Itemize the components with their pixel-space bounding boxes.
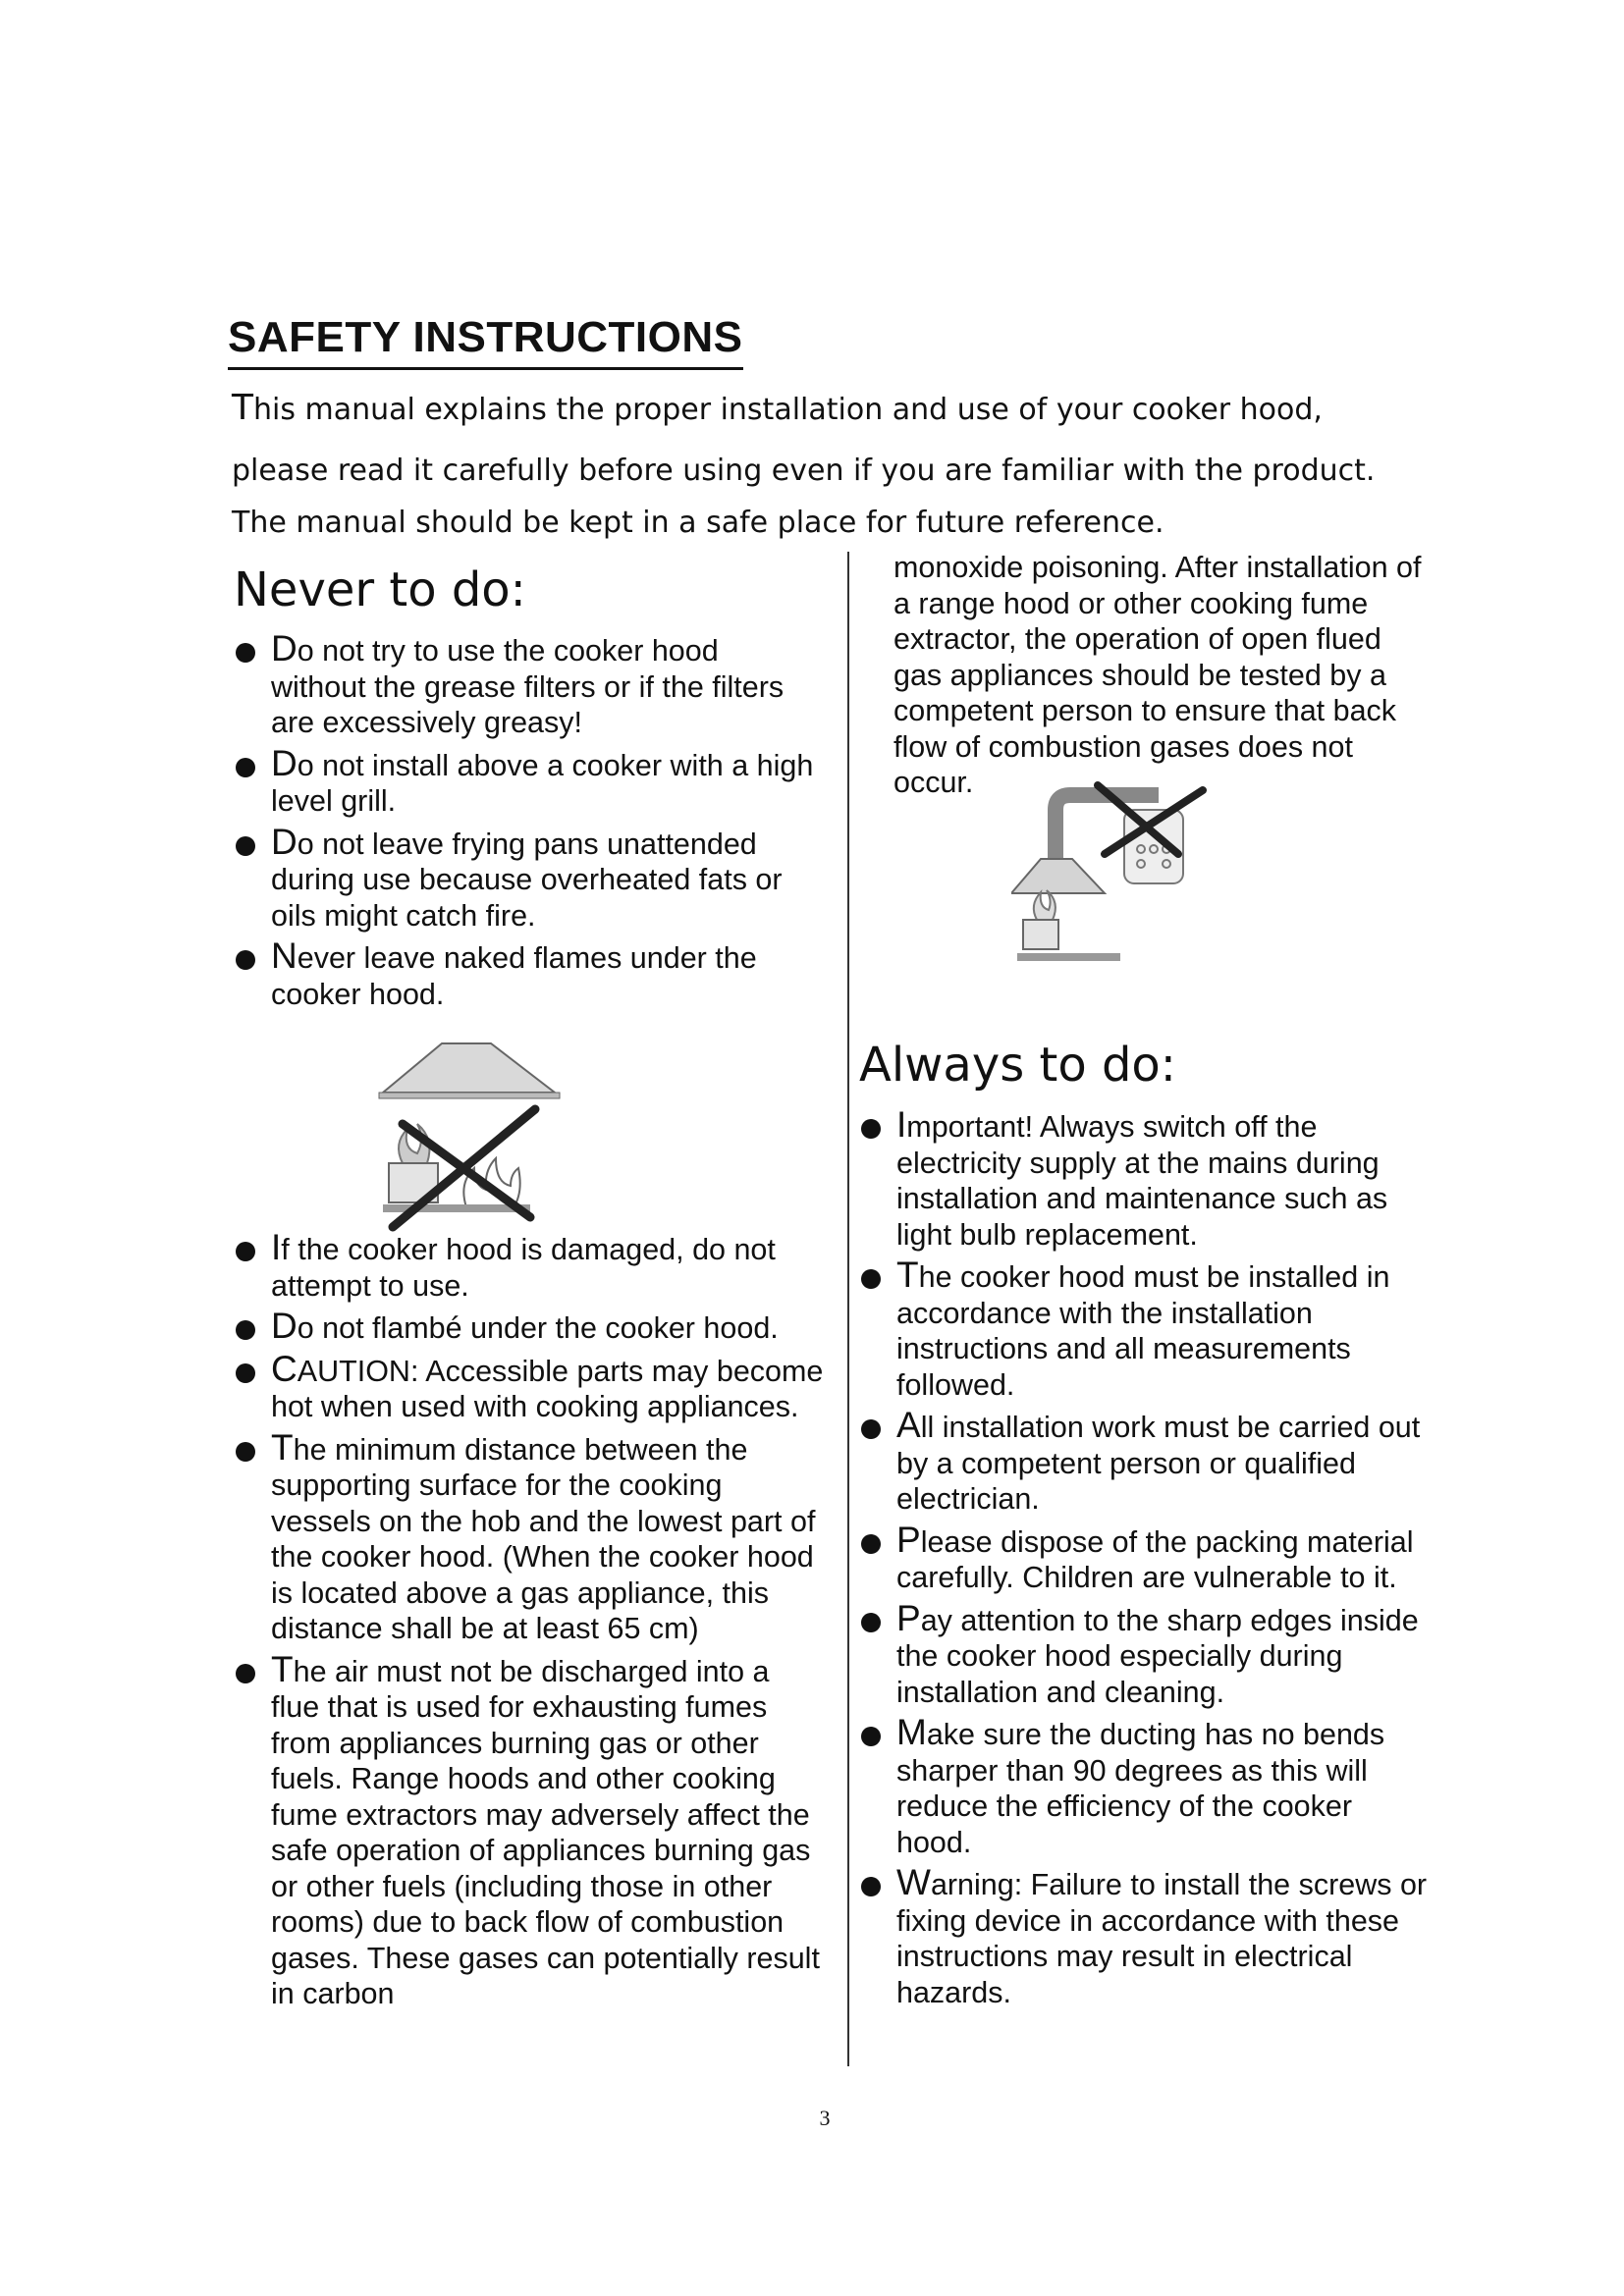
bullet-icon	[861, 1727, 881, 1746]
bullet-icon	[236, 1442, 255, 1462]
bullet-icon	[861, 1534, 881, 1554]
page-number: 3	[819, 2106, 831, 2130]
always-item-4: Please dispose of the packing material carefully. Children are vulnerable to it.	[861, 1524, 1431, 1596]
always-item-2: The cooker hood must be installed in accordance with the installation instructions and all measurements followed.	[861, 1259, 1431, 1403]
intro-line-3: The manual should be kept in a safe place for future reference.	[232, 506, 1164, 540]
bullet-icon	[236, 758, 255, 777]
bullet-icon	[236, 1320, 255, 1340]
never-item-6: Do not flambé under the cooker hood.	[236, 1310, 825, 1347]
no-shared-flue-icon	[1011, 780, 1218, 972]
bullet-icon	[236, 1363, 255, 1383]
never-item-2: Do not install above a cooker with a high level grill.	[236, 748, 815, 820]
never-item-9: The air must not be discharged into a flue that is used for exhausting fumes from appliances burning gas or other fuels. Range hoods and other cooking fume extractors may adversely affect the safe operation of appliances burning gas or other fuels (including those in other rooms) due to back flow of combustion gases. These gases can potentially result in carbon	[236, 1654, 825, 2012]
never-item-7: CAUTION: Accessible parts may become hot when used with cooking appliances.	[236, 1354, 825, 1425]
bullet-icon	[861, 1419, 881, 1439]
page-title: SAFETY INSTRUCTIONS	[228, 312, 743, 370]
bullet-icon	[861, 1877, 881, 1896]
never-item-5: If the cooker hood is damaged, do not attempt to use.	[236, 1232, 825, 1304]
bullet-icon	[236, 643, 255, 663]
bullet-icon	[236, 1664, 255, 1683]
intro-line-2: please read it carefully before using even if you are familiar with the product.	[232, 454, 1376, 488]
column-divider	[847, 552, 849, 2066]
never-item-1: Do not try to use the cooker hood without the grease filters or if the filters are excessively greasy!	[236, 633, 815, 741]
always-item-3: All installation work must be carried out by a competent person or qualified electrician.	[861, 1410, 1431, 1518]
never-item-8: The minimum distance between the supporting surface for the cooking vessels on the hob and the lowest part of the cooker hood. (When the cooker hood is located above a gas appliance, this distance shall be at least 65 cm)	[236, 1432, 825, 1647]
always-item-6: Make sure the ducting has no bends sharper than 90 degrees as this will reduce the efficiency of the cooker hood.	[861, 1717, 1431, 1860]
bullet-icon	[861, 1119, 881, 1139]
bullet-icon	[236, 1242, 255, 1261]
bullet-icon	[236, 950, 255, 970]
bullet-icon	[861, 1613, 881, 1632]
never-heading: Never to do:	[234, 562, 526, 617]
always-item-1: Important! Always switch off the electricity supply at the mains during installation and maintenance such as light bulb replacement.	[861, 1109, 1431, 1253]
always-heading: Always to do:	[859, 1038, 1176, 1093]
never-list-top	[236, 628, 815, 1019]
never-item-4: Never leave naked flames under the cooker hood.	[236, 940, 815, 1012]
bullet-icon	[236, 836, 255, 856]
never-list-bottom	[236, 1227, 825, 2019]
always-list	[861, 1104, 1431, 2017]
always-item-5: Pay attention to the sharp edges inside the cooker hood especially during installation and cleaning.	[861, 1603, 1431, 1711]
never-item-3: Do not leave frying pans unattended during use because overheated fats or oils might catch fire.	[236, 827, 815, 934]
bullet-icon	[861, 1269, 881, 1289]
never-continuation: monoxide poisoning. After installation of a range hood or other cooking fume extractor, the operation of open flued gas appliances should be tested by a competent person to ensure that back flow of combustion gases does not occur.	[893, 551, 1422, 799]
intro-line-1: This manual explains the proper installation and use of your cooker hood,	[232, 388, 1323, 428]
always-item-7: Warning: Failure to install the screws or fixing device in accordance with these instructions may result in electrical hazards.	[861, 1867, 1431, 2010]
no-flame-under-hood-icon	[373, 1036, 579, 1232]
